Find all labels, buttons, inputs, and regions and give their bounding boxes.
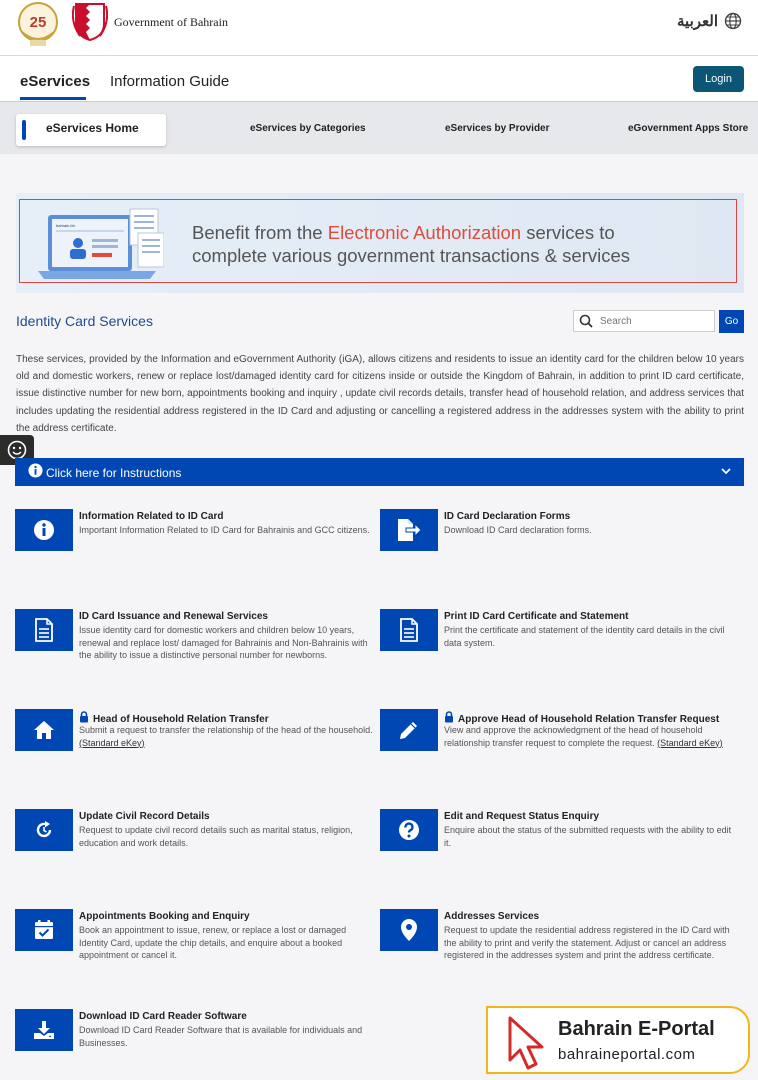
ekey-link[interactable]: (Standard eKey) (657, 737, 723, 748)
service-desc (79, 724, 375, 749)
service-desc: Download ID Card Reader Software that is available for individuals and Businesses. (79, 1025, 363, 1048)
subnav-apps-store[interactable]: eGovernment Apps Store (628, 123, 749, 134)
instructions-label: Click here for Instructions (46, 466, 182, 480)
service-desc: Issue identity card for domestic workers and children below 10 years, renewal and replace lost/ damaged for Bahrainis and Non-Bahrainis with the ability to issue a distinctive personal number for newborns. (79, 625, 368, 660)
subnav-provider[interactable]: eServices by Provider (445, 123, 550, 134)
question-icon (398, 819, 420, 841)
refresh-icon (34, 820, 54, 840)
tab-information-guide[interactable]: Information Guide (110, 73, 230, 90)
section-description: These services, provided by the Information and eGovernment Authority (iGA), allows citizens and residents to issue an identity card for the children below 10 years old and domestic workers, renew or replace lost/damaged identity card for citizens inside or outside the Kingdom of Bahrain, in addition to print ID card certificate, issue distinctive number for new born, appointments booking and inquiry , update civil records details, transfer head of household relation, and address services that includes updating the residential address registered in the ID Card and adjusting or cancelling a registered address in the addresses system with the ability to print the address certificate. (16, 354, 744, 434)
service-desc: Request to update the residential address registered in the ID Card with the ability to print and verify the statement. Adjust or cancel an address registered in the addresses system and print the address certificate. (444, 925, 730, 960)
home-icon (33, 720, 55, 740)
globe-icon (724, 12, 742, 30)
service-title[interactable]: ID Card Declaration Forms (444, 511, 571, 522)
lock-icon (79, 711, 89, 723)
main-nav (0, 56, 758, 102)
sub-nav (0, 102, 758, 154)
info-icon (33, 519, 55, 541)
watermark-brand: Bahrain E-Portal (558, 1018, 715, 1040)
banner-text-line2: complete various government transactions & services (192, 245, 631, 266)
svg-text:bahrain.bh: bahrain.bh (56, 223, 75, 228)
top-bar (0, 0, 758, 56)
service-desc-text: Submit a request to transfer the relationship of the head of the household. (79, 725, 373, 735)
service-title[interactable]: Addresses Services (444, 911, 540, 922)
service-desc: Download ID Card declaration forms. (444, 525, 592, 535)
service-desc-text: View and approve the acknowledgment of the head of household relationship transfer request to complete the request. (444, 725, 703, 748)
government-title: Government of Bahrain (114, 15, 228, 29)
tab-eservices[interactable]: eServices (20, 73, 91, 90)
service-title[interactable]: Update Civil Record Details (79, 811, 210, 822)
login-button[interactable]: Login (693, 66, 744, 92)
service-title[interactable]: Appointments Booking and Enquiry (79, 911, 250, 922)
service-desc: Print the certificate and statement of the identity card details in the civil data system. (444, 625, 725, 648)
download-icon (33, 1020, 55, 1040)
instructions-accordion[interactable] (15, 458, 744, 486)
service-title[interactable]: Download ID Card Reader Software (79, 1011, 247, 1022)
document-icon (34, 618, 54, 642)
service-title[interactable] (444, 711, 719, 725)
search-icon (579, 314, 593, 328)
smiley-icon (7, 440, 27, 460)
chevron-down-icon (720, 465, 732, 477)
service-title[interactable]: Edit and Request Status Enquiry (444, 811, 600, 822)
banner-highlight: Electronic Authorization (327, 222, 522, 243)
pencil-icon (398, 719, 420, 741)
search-input[interactable] (600, 313, 710, 329)
service-desc: Important Information Related to ID Card for Bahrainis and GCC citizens. (79, 525, 370, 535)
search-box[interactable] (573, 310, 715, 332)
anniversary-logo (16, 2, 60, 50)
subnav-active-marker (22, 120, 26, 140)
document-icon (399, 618, 419, 642)
service-title[interactable]: ID Card Issuance and Renewal Services (79, 611, 268, 622)
service-desc: Request to update civil record details such as marital status, religion, education and work details. (79, 825, 353, 848)
service-desc (444, 724, 740, 749)
language-switch[interactable] (677, 12, 742, 30)
service-title[interactable]: Information Related to ID Card (79, 511, 224, 522)
info-icon (28, 463, 43, 478)
service-title[interactable] (79, 711, 269, 725)
service-title-text[interactable]: Head of Household Relation Transfer (93, 714, 269, 725)
page-title: Identity Card Services (16, 313, 153, 329)
banner-text (192, 221, 630, 267)
cursor-logo-icon (506, 1016, 552, 1070)
active-tab-indicator (20, 97, 86, 100)
laptop-illustration (34, 203, 164, 283)
service-title[interactable]: Print ID Card Certificate and Statement (444, 611, 629, 622)
ekey-link[interactable]: (Standard eKey) (79, 737, 145, 748)
promo-banner[interactable] (16, 193, 744, 293)
service-desc: Book an appointment to issue, renew, or replace a lost or damaged Identity Card, update the chip details, and enquire about a booked appointment or cancel it. (79, 925, 347, 960)
banner-text-part2: services to (521, 222, 615, 243)
subnav-categories[interactable]: eServices by Categories (250, 123, 366, 134)
file-export-icon (396, 518, 422, 542)
banner-text-part1: Benefit from the (192, 222, 328, 243)
svg-text:25: 25 (29, 14, 47, 31)
subnav-eservices-home[interactable] (16, 114, 166, 146)
map-pin-icon (400, 918, 418, 942)
watermark-url: bahraineportal.com (558, 1046, 696, 1063)
subnav-home-label: eServices Home (46, 121, 139, 135)
go-button[interactable]: Go (719, 310, 744, 333)
bahrain-eportal-watermark (486, 1006, 750, 1074)
service-desc: Enquire about the status of the submitted requests with the ability to edit it. (444, 825, 732, 848)
language-label[interactable]: العربية (677, 13, 718, 30)
lock-icon (444, 711, 454, 723)
calendar-check-icon (33, 919, 55, 941)
service-title-text[interactable]: Approve Head of Household Relation Transfer Request (458, 714, 720, 725)
bahrain-crest-logo (72, 2, 108, 42)
